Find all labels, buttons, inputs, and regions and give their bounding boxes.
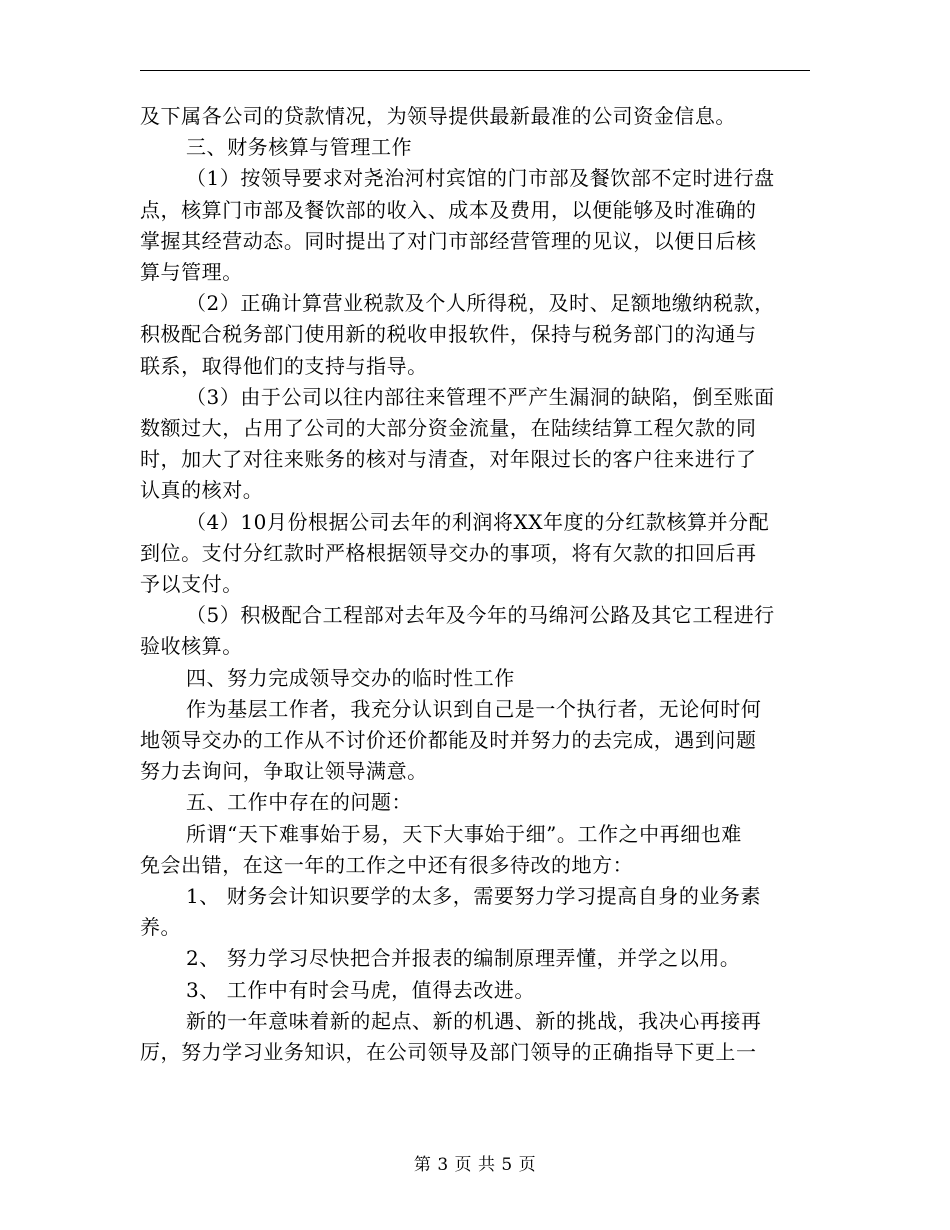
paragraph-line: 联系，取得他们的支持与指导。 [140, 353, 428, 378]
paragraph-line: 四、努力完成领导交办的临时性工作 [186, 665, 515, 690]
paragraph-line: 五、工作中存在的问题： [186, 790, 413, 815]
paragraph-line: 作为基层工作者，我充分认识到自己是一个执行者，无论何时何 [186, 696, 762, 721]
header-rule [140, 70, 810, 71]
paragraph-line: 免会出错，在这一年的工作之中还有很多待改的地方： [140, 852, 634, 877]
paragraph-line: 地领导交办的工作从不讨价还价都能及时并努力的去完成，遇到问题 [140, 728, 757, 753]
paragraph-line: 积极配合税务部门使用新的税收申报软件，保持与税务部门的沟通与 [140, 322, 757, 347]
paragraph-line: 到位。支付分红款时严格根据领导交办的事项，将有欠款的扣回后再 [140, 540, 757, 565]
paragraph-line: 养。 [140, 915, 182, 940]
paragraph-line: 新的一年意味着新的起点、新的机遇、新的挑战，我决心再接再 [186, 1008, 762, 1033]
paragraph-line: 认真的核对。 [140, 478, 264, 503]
paragraph-line: 验收核算。 [140, 634, 243, 659]
paragraph-line: （4）10月份根据公司去年的利润将XX年度的分红款核算并分配 [186, 509, 770, 534]
paragraph-line: （3）由于公司以往内部往来管理不严产生漏洞的缺陷，倒至账面 [186, 384, 775, 409]
paragraph-line: 及下属各公司的贷款情况，为领导提供最新最准的公司资金信息。 [140, 104, 736, 128]
paragraph-line: 时，加大了对往来账务的核对与清查，对年限过长的客户往来进行了 [140, 447, 757, 472]
paragraph-line: 数额过大，占用了公司的大部分资金流量，在陆续结算工程欠款的同 [140, 416, 757, 441]
paragraph-line: 1、 财务会计知识要学的太多，需要努力学习提高自身的业务素 [186, 884, 762, 909]
paragraph-line: （2）正确计算营业税款及个人所得税，及时、足额地缴纳税款， [186, 291, 775, 316]
paragraph-line: 努力去询问，争取让领导满意。 [140, 759, 428, 784]
paragraph-line: 三、财务核算与管理工作 [186, 135, 413, 160]
paragraph-line: （1）按领导要求对尧治河村宾馆的门市部及餐饮部不定时进行盘 [186, 166, 775, 191]
paragraph-line: 点，核算门市部及餐饮部的收入、成本及费用，以便能够及时准确的 [140, 197, 757, 222]
paragraph-line: 3、 工作中有时会马虎，值得去改进。 [186, 977, 535, 1002]
paragraph-line: 掌握其经营动态。同时提出了对门市部经营管理的见议，以便日后核 [140, 228, 757, 253]
paragraph-line: 2、 努力学习尽快把合并报表的编制原理弄懂，并学之以用。 [186, 946, 741, 971]
paragraph-line: （5）积极配合工程部对去年及今年的马绵河公路及其它工程进行 [186, 603, 775, 628]
paragraph-line: 所谓“天下难事始于易，天下大事始于细”。工作之中再细也难 [186, 821, 742, 846]
paragraph-line: 予以支付。 [140, 572, 243, 597]
page-footer: 第 3 页 共 5 页 [413, 1155, 537, 1175]
document-body [140, 101, 820, 1068]
paragraph-line: 算与管理。 [140, 260, 243, 285]
paragraph-line: 厉，努力学习业务知识，在公司领导及部门领导的正确指导下更上一 [140, 1040, 757, 1065]
